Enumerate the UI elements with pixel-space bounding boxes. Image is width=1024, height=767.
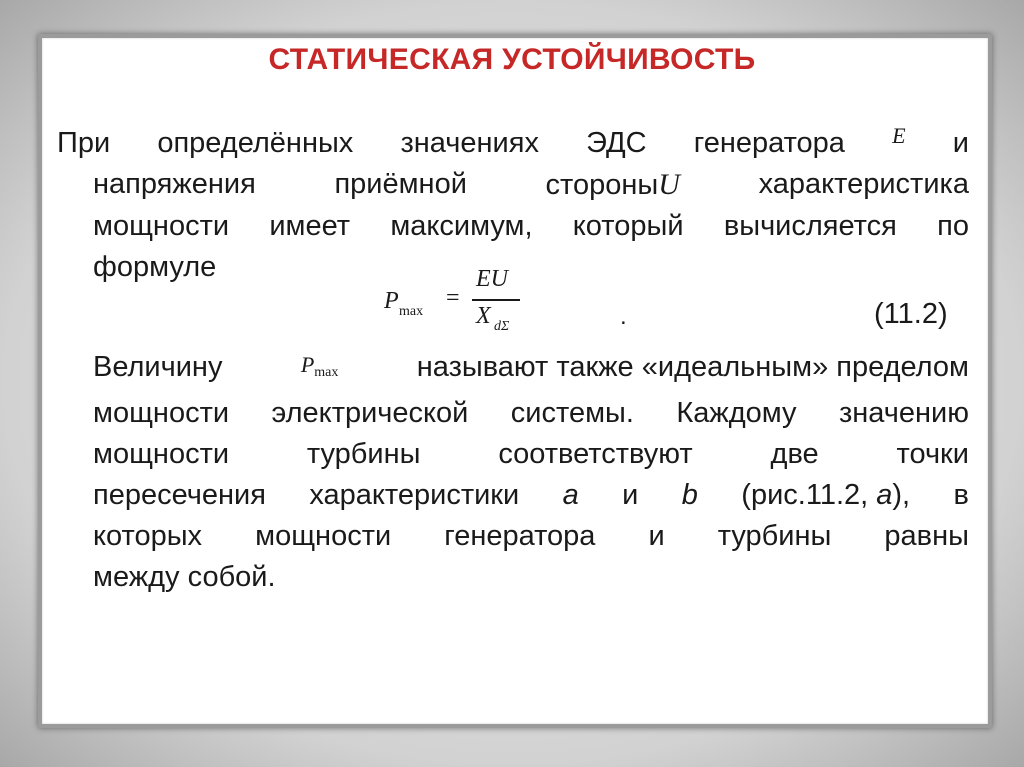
figure-reference [741, 475, 910, 516]
slide-title: СТАТИЧЕСКАЯ УСТОЙЧИВОСТЬ [268, 43, 756, 76]
word: характеристики [309, 479, 520, 511]
word: и [648, 520, 665, 552]
pmax-symbol [301, 347, 339, 393]
curve-label-a: a [562, 479, 579, 511]
word: и [622, 479, 639, 511]
paragraph-explanation-line-1 [93, 347, 969, 393]
word: генератора [444, 520, 596, 552]
word: равны [884, 520, 969, 552]
word: две [770, 438, 819, 470]
word: в [953, 479, 969, 511]
word: которых [93, 520, 203, 552]
word: определённых [157, 127, 354, 159]
word: формуле [93, 251, 217, 283]
word: системы. [510, 397, 634, 429]
word: по [937, 210, 969, 242]
word: значению [838, 397, 969, 429]
formula-lhs-subscript: max [399, 304, 424, 319]
word: вычисляется [723, 210, 897, 242]
word: Каждому [676, 397, 797, 429]
paragraph-explanation-line-6 [93, 557, 969, 598]
word: соответствуют [498, 438, 693, 470]
word: точки [896, 438, 969, 470]
word: максимум, [390, 210, 533, 242]
figure-reference-open: (рис.11.2, [741, 479, 869, 511]
word: характеристика [758, 168, 969, 200]
formula-equals: = [446, 285, 460, 311]
paragraph-intro-line-2 [57, 164, 969, 206]
paragraph-intro-line-1 [57, 123, 969, 164]
word: пересечения [93, 479, 266, 511]
word: турбины [717, 520, 832, 552]
paragraph-explanation [93, 347, 969, 598]
word: мощности [93, 397, 230, 429]
formula-denominator-subscript: dΣ [494, 319, 510, 334]
paragraph-explanation-line-2 [93, 393, 969, 434]
word: имеет [269, 210, 351, 242]
formula-numerator: EU [476, 266, 508, 292]
formula-dot: . [620, 303, 627, 330]
word: напряжения [93, 168, 256, 200]
pmax-subscript: max [314, 365, 339, 380]
formula-lhs: P [384, 288, 399, 314]
formula-denominator: X [476, 303, 491, 329]
figure-reference-close: ), [892, 479, 911, 511]
word: При [57, 127, 111, 159]
symbol-e: E [892, 123, 906, 148]
paragraph-explanation-line-5 [93, 516, 969, 557]
word: значениях [400, 127, 539, 159]
word: стороны [545, 169, 659, 201]
word: генератора [693, 127, 845, 159]
formula-pmax [384, 266, 544, 342]
word: который [572, 210, 684, 242]
paragraph-intro-line-3 [57, 206, 969, 247]
word: мощности [255, 520, 392, 552]
phrase: называют также «идеальным» пределом [416, 351, 969, 383]
word: мощности [93, 210, 230, 242]
curve-label-b: b [681, 479, 698, 511]
paragraph-intro [57, 123, 969, 288]
word: Величину [93, 351, 223, 383]
figure-reference-panel: а [876, 479, 893, 511]
word: между собой. [93, 561, 276, 593]
word: турбины [306, 438, 421, 470]
word: приёмной [334, 168, 467, 200]
formula-fraction-bar [472, 299, 520, 301]
equation-number: (11.2) [874, 298, 948, 330]
pmax-letter: P [300, 352, 315, 377]
word-with-symbol [546, 164, 680, 206]
word: мощности [93, 438, 230, 470]
symbol-u: U [658, 168, 680, 201]
paragraph-explanation-line-3 [93, 434, 969, 475]
word: электрической [271, 397, 469, 429]
word: ЭДС [586, 127, 647, 159]
paragraph-explanation-line-4 [93, 475, 969, 516]
word: и [952, 127, 969, 159]
